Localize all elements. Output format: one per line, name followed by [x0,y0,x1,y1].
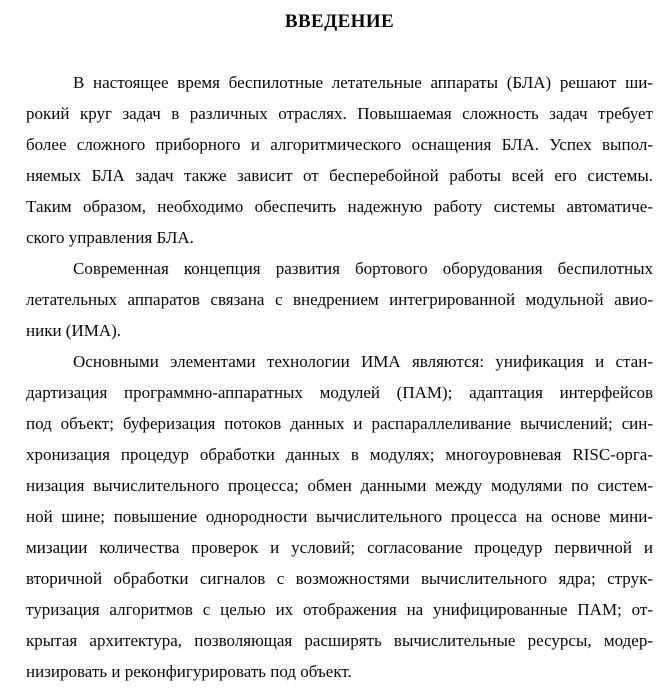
text-line: Современная концепция развития бортового оборудования беспилотных [73,259,653,278]
paragraph [26,346,653,687]
text-line: няемых БЛА задач также зависит от бесперебойной работы всей его системы. [26,166,653,185]
text-line: вторичной обработки сигналов с возможностями вычислительного ядра; струк- [26,569,653,588]
text-line: В настоящее время беспилотные летательные аппараты (БЛА) решают ши- [73,73,653,92]
text-line: ники (ИМА). [26,321,122,340]
text-line: более сложного приборного и алгоритмического оснащения БЛА. Успех выпол- [26,135,653,154]
text-line: летательных аппаратов связана с внедрением интегрированной модульной авио- [26,290,653,309]
text-line: ной шине; повышение однородности вычислительного процесса на основе мини- [26,507,653,526]
paragraph [26,67,653,253]
text-line: крытая архитектура, позволяющая расширять вычислительные ресурсы, модер- [26,631,653,650]
text-line: Основными элементами технологии ИМА являются: унификация и стан- [73,352,653,371]
text-line: низировать и реконфигурировать под объект. [26,662,352,681]
text-line: туризация алгоритмов с целью их отображения на унифицированные ПАМ; от- [26,600,653,619]
text-line: низация вычислительного процесса; обмен данными между модулями по систем- [26,476,653,495]
text-line: мизации количества проверок и условий; согласование процедур первичной и [26,538,653,557]
text-line: хронизация процедур обработки данных в модулях; многоуровневая RISC-орга- [26,445,653,464]
document-body [26,67,653,687]
page-title: ВВЕДЕНИЕ [284,11,395,32]
text-line: дартизация программно-аппаратных модулей (ПАМ); адаптация интерфейсов [26,383,653,402]
text-line: рокий круг задач в различных отраслях. Повышаемая сложность задач требует [26,104,653,123]
text-line: ского управления БЛА. [26,228,194,247]
paragraph [26,253,653,346]
text-line: под объект; буферизация потоков данных и распараллеливание вычислений; син- [26,414,653,433]
text-line: Таким образом, необходимо обеспечить надежную работу системы автоматиче- [26,197,653,216]
